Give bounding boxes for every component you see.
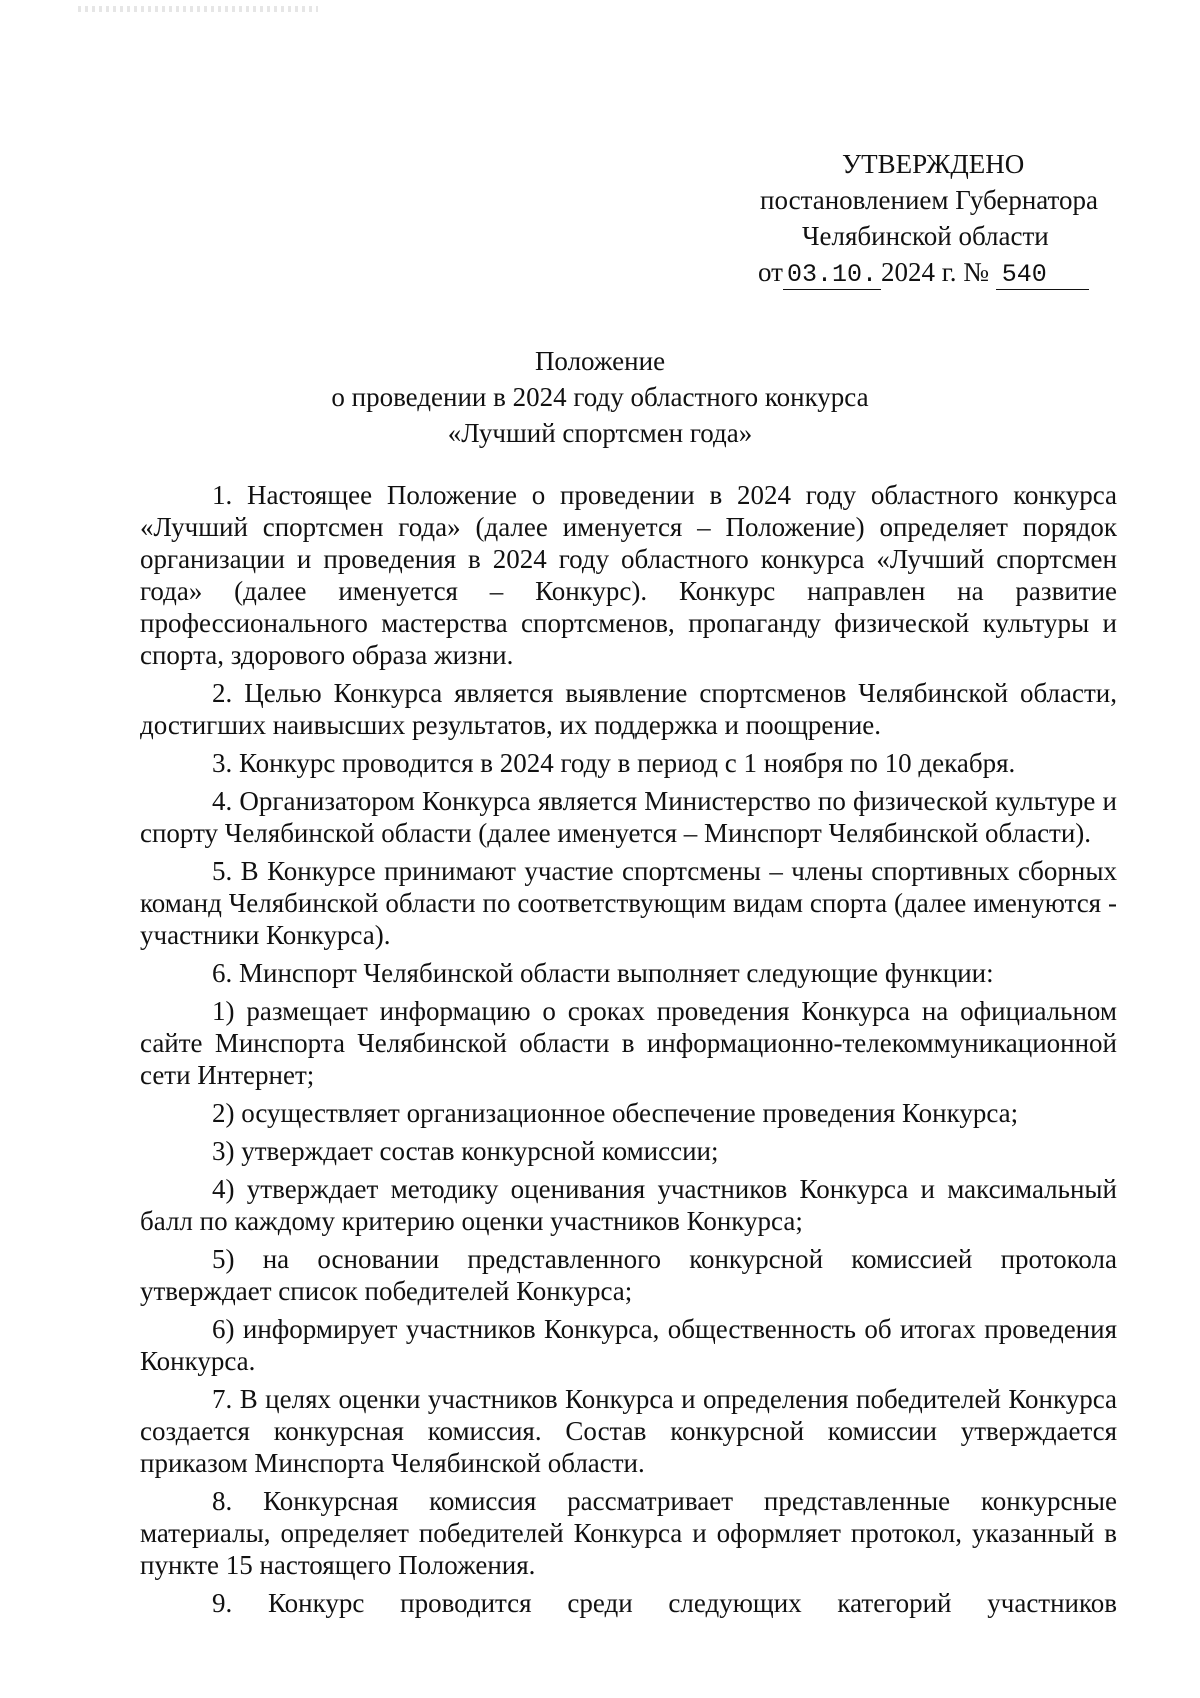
approval-date-prefix: от xyxy=(758,257,783,287)
title-line-1: Положение xyxy=(534,346,666,376)
paragraph-4: 4. Организатором Конкурса является Министерство по физической культуре и спорту Челябинской области (далее именуется – Минспорт Челябинской области). xyxy=(140,786,1117,848)
title-line-3: «Лучший спортсмен года» xyxy=(447,418,753,448)
approval-number-value: 540 xyxy=(996,261,1089,290)
paragraph-9: 9. Конкурс проводится среди следующих категорий участников xyxy=(212,1588,1117,1618)
paragraph-8: 8. Конкурсная комиссия рассматривает представленные конкурсные материалы, определяет победителей Конкурса и оформляет протокол, указанный в пункте 15 настоящего Положения. xyxy=(140,1486,1117,1580)
title-line-2: о проведении в 2024 году областного конкурса xyxy=(331,382,869,412)
paragraph-7: 7. В целях оценки участников Конкурса и определения победителей Конкурса создается конкурсная комиссия. Состав конкурсной комиссии утверждается приказом Минспорта Челябинской области. xyxy=(140,1384,1117,1478)
approval-title: УТВЕРЖДЕНО xyxy=(842,149,1025,179)
paragraph-6-item-1: 1) размещает информацию о сроках проведения Конкурса на официальном сайте Минспорта Челябинской области в информационно-телекоммуникационной сети Интернет; xyxy=(140,996,1117,1090)
paragraph-6-item-3: 3) утверждает состав конкурсной комиссии; xyxy=(212,1136,719,1166)
approval-date-value: 03.10. xyxy=(783,261,881,290)
paragraph-6-item-4: 4) утверждает методику оценивания участников Конкурса и максимальный балл по каждому критерию оценки участников Конкурса; xyxy=(140,1174,1117,1236)
paragraph-3: 3. Конкурс проводится в 2024 году в период с 1 ноября по 10 декабря. xyxy=(212,748,1016,778)
document-body xyxy=(140,479,1117,1625)
paragraph-6-item-2: 2) осуществляет организационное обеспечение проведения Конкурса; xyxy=(212,1098,1019,1128)
paragraph-1: 1. Настоящее Положение о проведении в 2024 году областного конкурса «Лучший спортсмен года» (далее именуется – Положение) определяет порядок организации и проведения в 2024 году областного конкурса «Лучший спортсмен года» (далее именуется – Конкурс). Конкурс направлен на развитие профессионального мастерства спортсменов, пропаганду физической культуры и спорта, здорового образа жизни. xyxy=(140,480,1117,670)
paragraph-6: 6. Минспорт Челябинской области выполняет следующие функции: xyxy=(212,958,994,988)
paragraph-2: 2. Целью Конкурса является выявление спортсменов Челябинской области, достигших наивысших результатов, их поддержка и поощрение. xyxy=(140,678,1117,740)
scan-artifact xyxy=(78,6,318,12)
approval-block xyxy=(700,146,1120,290)
paragraph-6-item-5: 5) на основании представленного конкурсной комиссией протокола утверждает список победителей Конкурса; xyxy=(140,1244,1117,1306)
approval-date-line xyxy=(700,254,1120,290)
paragraph-5: 5. В Конкурсе принимают участие спортсмены – члены спортивных сборных команд Челябинской области по соответствующим видам спорта (далее именуются - участники Конкурса). xyxy=(140,856,1117,950)
approval-by: постановлением Губернатора xyxy=(760,185,1098,215)
paragraph-6-item-6: 6) информирует участников Конкурса, общественность об итогах проведения Конкурса. xyxy=(140,1314,1117,1376)
approval-region: Челябинской области xyxy=(802,221,1049,251)
approval-date-suffix: 2024 г. № xyxy=(880,257,990,287)
document-title xyxy=(140,343,1060,451)
